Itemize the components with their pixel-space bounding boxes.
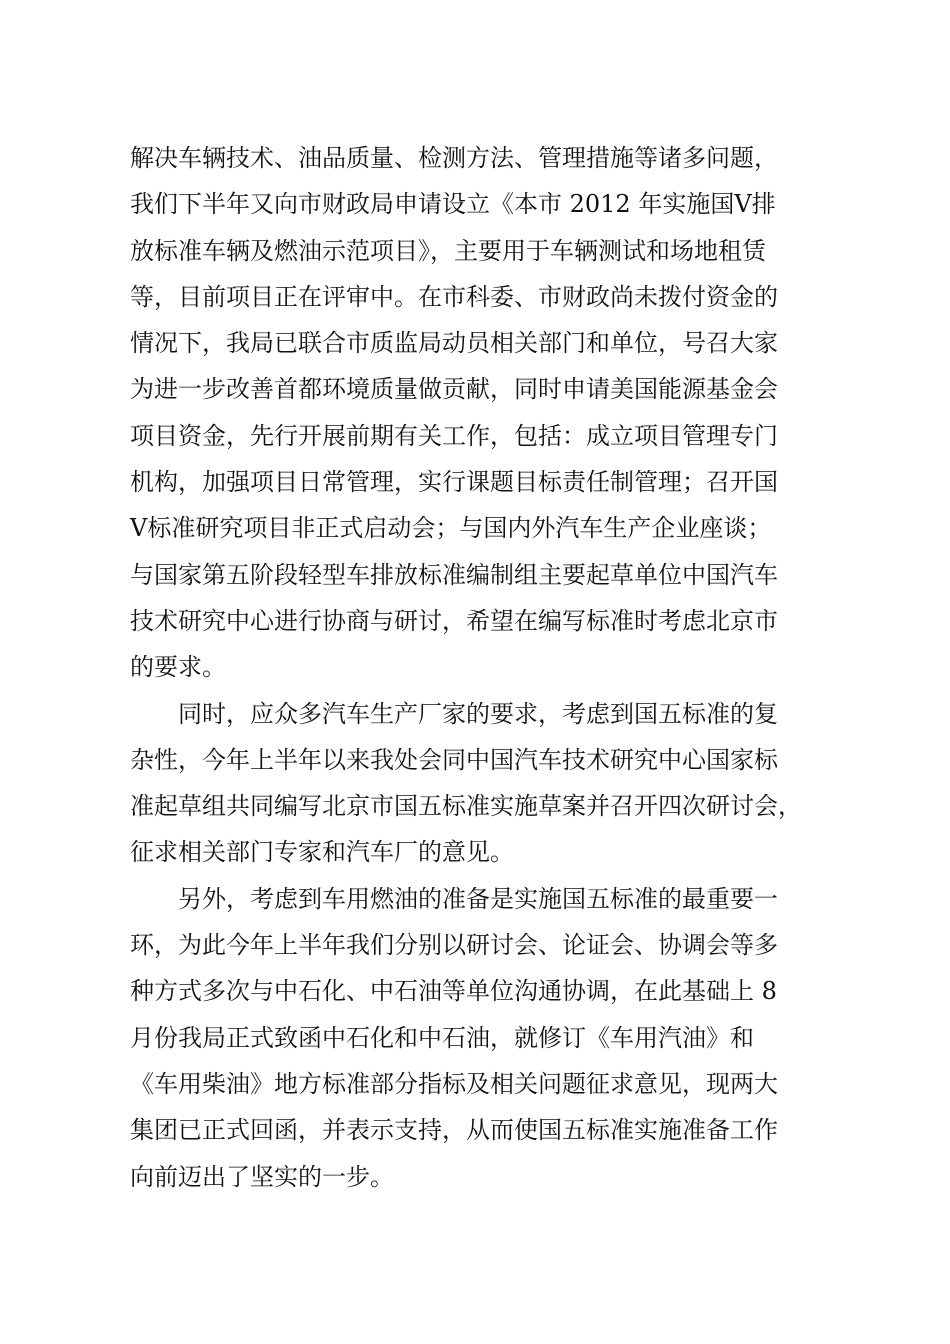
paragraph-2 <box>130 691 830 876</box>
text-line: 机构，加强项目日常管理，实行课题目标责任制管理；召开国 <box>130 468 778 497</box>
text-line: 征求相关部门专家和汽车厂的意见。 <box>130 838 514 867</box>
text-line: 放标准车辆及燃油示范项目》，主要用于车辆测试和场地租赁 <box>130 236 766 265</box>
text-line: 另外，考虑到车用燃油的准备是实施国五标准的最重要一 <box>178 884 778 913</box>
text-line: 同时，应众多汽车生产厂家的要求，考虑到国五标准的复 <box>178 699 778 728</box>
text-line: 的要求。 <box>130 653 226 682</box>
paragraph-3 <box>130 876 830 1200</box>
text-line: 等，目前项目正在评审中。在市科委、市财政尚未拨付资金的 <box>130 282 778 311</box>
text-line: 向前迈出了坚实的一步。 <box>130 1162 394 1191</box>
text-line: 集团已正式回函，并表示支持，从而使国五标准实施准备工作 <box>130 1116 778 1145</box>
text-line: 月份我局正式致函中石化和中石油，就修订《车用汽油》和 <box>130 1023 754 1052</box>
text-line: 种方式多次与中石化、中石油等单位沟通协调，在此基础上 8 <box>130 977 777 1006</box>
text-line: Ⅴ标准研究项目非正式启动会；与国内外汽车生产企业座谈； <box>130 514 772 543</box>
document-body <box>130 135 830 1200</box>
text-line: 杂性，今年上半年以来我处会同中国汽车技术研究中心国家标 <box>130 745 778 774</box>
text-line: 环，为此今年上半年我们分别以研讨会、论证会、协调会等多 <box>130 931 778 960</box>
text-line: 项目资金，先行开展前期有关工作，包括：成立项目管理专门 <box>130 421 778 450</box>
text-line: 我们下半年又向市财政局申请设立《本市 2012 年实施国Ⅴ排 <box>130 190 776 219</box>
text-line: 情况下，我局已联合市质监局动员相关部门和单位，号召大家 <box>130 329 778 358</box>
text-line: 解决车辆技术、油品质量、检测方法、管理措施等诸多问题， <box>130 144 778 172</box>
text-line: 准起草组共同编写北京市国五标准实施草案并召开四次研讨会， <box>130 792 802 821</box>
text-line: 《车用柴油》地方标准部分指标及相关问题征求意见，现两大 <box>130 1069 778 1098</box>
text-line: 技术研究中心进行协商与研讨，希望在编写标准时考虑北京市 <box>130 606 778 635</box>
paragraph-1 <box>130 135 830 691</box>
text-line: 与国家第五阶段轻型车排放标准编制组主要起草单位中国汽车 <box>130 560 778 589</box>
text-line: 为进一步改善首都环境质量做贡献，同时申请美国能源基金会 <box>130 375 778 404</box>
